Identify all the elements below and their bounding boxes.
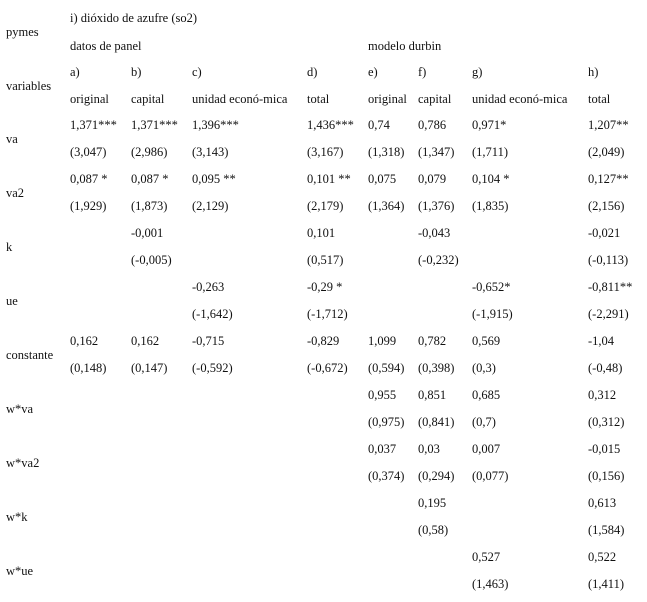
t-stat-cell: (1,318) xyxy=(368,145,405,159)
t-stat-cell: (-0,592) xyxy=(192,361,233,375)
coefficient-cell: 0,955 xyxy=(368,388,397,402)
column-letter: c) xyxy=(192,65,202,79)
t-stat-cell: (1,835) xyxy=(472,199,509,213)
coefficient-cell: -0,715 xyxy=(192,334,225,348)
t-stat-cell: (-0,113) xyxy=(588,253,629,267)
t-stat-cell: (-2,291) xyxy=(588,307,629,321)
coefficient-cell: 1,436*** xyxy=(307,118,354,132)
coefficient-cell: -0,015 xyxy=(588,442,621,456)
t-stat-cell: (0,594) xyxy=(368,361,405,375)
coefficient-cell: 0,127** xyxy=(588,172,629,186)
row-label: w*ue xyxy=(6,564,34,578)
group-durbin-label: modelo durbin xyxy=(368,39,442,53)
coefficient-cell: 0,037 xyxy=(368,442,397,456)
coefficient-cell: -0,043 xyxy=(418,226,451,240)
t-stat-cell: (0,975) xyxy=(368,415,405,429)
t-stat-cell: (0,398) xyxy=(418,361,455,375)
t-stat-cell: (0,517) xyxy=(307,253,344,267)
coefficient-cell: 0,786 xyxy=(418,118,447,132)
variables-label: variables xyxy=(6,79,52,93)
section-title: i) dióxido de azufre (so2) xyxy=(70,11,198,25)
coefficient-cell: 1,207** xyxy=(588,118,629,132)
t-stat-cell: (3,143) xyxy=(192,145,229,159)
coefficient-cell: 0,782 xyxy=(418,334,447,348)
coefficient-cell: 0,971* xyxy=(472,118,507,132)
t-stat-cell: (-0,672) xyxy=(307,361,348,375)
t-stat-cell: (-0,48) xyxy=(588,361,623,375)
coefficient-cell: 0,075 xyxy=(368,172,397,186)
t-stat-cell: (2,129) xyxy=(192,199,229,213)
row-label: va xyxy=(6,132,18,146)
t-stat-cell: (1,463) xyxy=(472,577,509,591)
t-stat-cell: (0,294) xyxy=(418,469,455,483)
coefficient-cell: 0,087 * xyxy=(131,172,169,186)
coefficient-cell: 0,03 xyxy=(418,442,440,456)
t-stat-cell: (0,077) xyxy=(472,469,509,483)
coefficient-cell: 0,74 xyxy=(368,118,390,132)
column-name: unidad econó-mica xyxy=(472,92,568,106)
t-stat-cell: (-1,915) xyxy=(472,307,513,321)
t-stat-cell: (1,364) xyxy=(368,199,405,213)
t-stat-cell: (2,179) xyxy=(307,199,344,213)
t-stat-cell: (2,156) xyxy=(588,199,625,213)
t-stat-cell: (0,841) xyxy=(418,415,455,429)
t-stat-cell: (0,312) xyxy=(588,415,625,429)
t-stat-cell: (3,047) xyxy=(70,145,107,159)
t-stat-cell: (0,148) xyxy=(70,361,107,375)
t-stat-cell: (0,7) xyxy=(472,415,496,429)
t-stat-cell: (0,156) xyxy=(588,469,625,483)
column-name: total xyxy=(307,92,330,106)
coefficient-cell: 0,101 ** xyxy=(307,172,351,186)
t-stat-cell: (-0,005) xyxy=(131,253,172,267)
row-label: ue xyxy=(6,294,18,308)
t-stat-cell: (1,711) xyxy=(472,145,508,159)
coefficient-cell: 0,101 xyxy=(307,226,336,240)
coefficient-cell: 0,569 xyxy=(472,334,501,348)
t-stat-cell: (0,374) xyxy=(368,469,405,483)
t-stat-cell: (0,147) xyxy=(131,361,168,375)
t-stat-cell: (2,049) xyxy=(588,145,625,159)
coefficient-cell: 0,162 xyxy=(70,334,99,348)
coefficient-cell: -0,811** xyxy=(588,280,633,294)
column-name: original xyxy=(70,92,109,106)
coefficient-cell: 0,095 ** xyxy=(192,172,236,186)
t-stat-cell: (-1,712) xyxy=(307,307,348,321)
coefficient-cell: 0,851 xyxy=(418,388,447,402)
t-stat-cell: (1,584) xyxy=(588,523,625,537)
row-label: w*va2 xyxy=(6,456,40,470)
column-letter: f) xyxy=(418,65,427,79)
coefficient-cell: -0,29 * xyxy=(307,280,343,294)
coefficient-cell: -0,652* xyxy=(472,280,511,294)
column-name: capital xyxy=(131,92,165,106)
coefficient-cell: 0,087 * xyxy=(70,172,108,186)
coefficient-cell: -1,04 xyxy=(588,334,615,348)
t-stat-cell: (1,411) xyxy=(588,577,624,591)
coefficient-cell: -0,021 xyxy=(588,226,621,240)
column-name: total xyxy=(588,92,611,106)
column-letter: h) xyxy=(588,65,599,79)
column-letter: a) xyxy=(70,65,80,79)
column-name: unidad econó-mica xyxy=(192,92,288,106)
t-stat-cell: (2,986) xyxy=(131,145,168,159)
coefficient-cell: -0,001 xyxy=(131,226,164,240)
coefficient-cell: 0,162 xyxy=(131,334,160,348)
coefficient-cell: -0,829 xyxy=(307,334,340,348)
column-letter: g) xyxy=(472,65,483,79)
column-name: original xyxy=(368,92,407,106)
coefficient-cell: 0,007 xyxy=(472,442,501,456)
column-letter: d) xyxy=(307,65,318,79)
t-stat-cell: (1,873) xyxy=(131,199,168,213)
row-label: k xyxy=(6,240,13,254)
row-label: constante xyxy=(6,348,54,362)
row-label: va2 xyxy=(6,186,25,200)
t-stat-cell: (0,58) xyxy=(418,523,449,537)
t-stat-cell: (0,3) xyxy=(472,361,496,375)
group-panel-label: datos de panel xyxy=(70,39,142,53)
column-letter: e) xyxy=(368,65,378,79)
coefficient-cell: 0,195 xyxy=(418,496,447,510)
pymes-label: pymes xyxy=(6,25,39,39)
coefficient-cell: 1,099 xyxy=(368,334,397,348)
coefficient-cell: -0,263 xyxy=(192,280,225,294)
coefficient-cell: 1,371*** xyxy=(131,118,178,132)
t-stat-cell: (1,376) xyxy=(418,199,455,213)
coefficient-cell: 0,613 xyxy=(588,496,617,510)
coefficient-cell: 0,079 xyxy=(418,172,447,186)
t-stat-cell: (-1,642) xyxy=(192,307,233,321)
column-name: capital xyxy=(418,92,452,106)
column-letter: b) xyxy=(131,65,142,79)
coefficient-cell: 0,522 xyxy=(588,550,617,564)
coefficient-cell: 0,527 xyxy=(472,550,501,564)
t-stat-cell: (1,347) xyxy=(418,145,455,159)
coefficient-cell: 1,396*** xyxy=(192,118,239,132)
coefficient-cell: 0,312 xyxy=(588,388,617,402)
coefficient-cell: 0,104 * xyxy=(472,172,510,186)
t-stat-cell: (-0,232) xyxy=(418,253,459,267)
row-label: w*k xyxy=(6,510,28,524)
t-stat-cell: (3,167) xyxy=(307,145,344,159)
coefficient-cell: 0,685 xyxy=(472,388,501,402)
coefficient-cell: 1,371*** xyxy=(70,118,117,132)
row-label: w*va xyxy=(6,402,34,416)
t-stat-cell: (1,929) xyxy=(70,199,107,213)
